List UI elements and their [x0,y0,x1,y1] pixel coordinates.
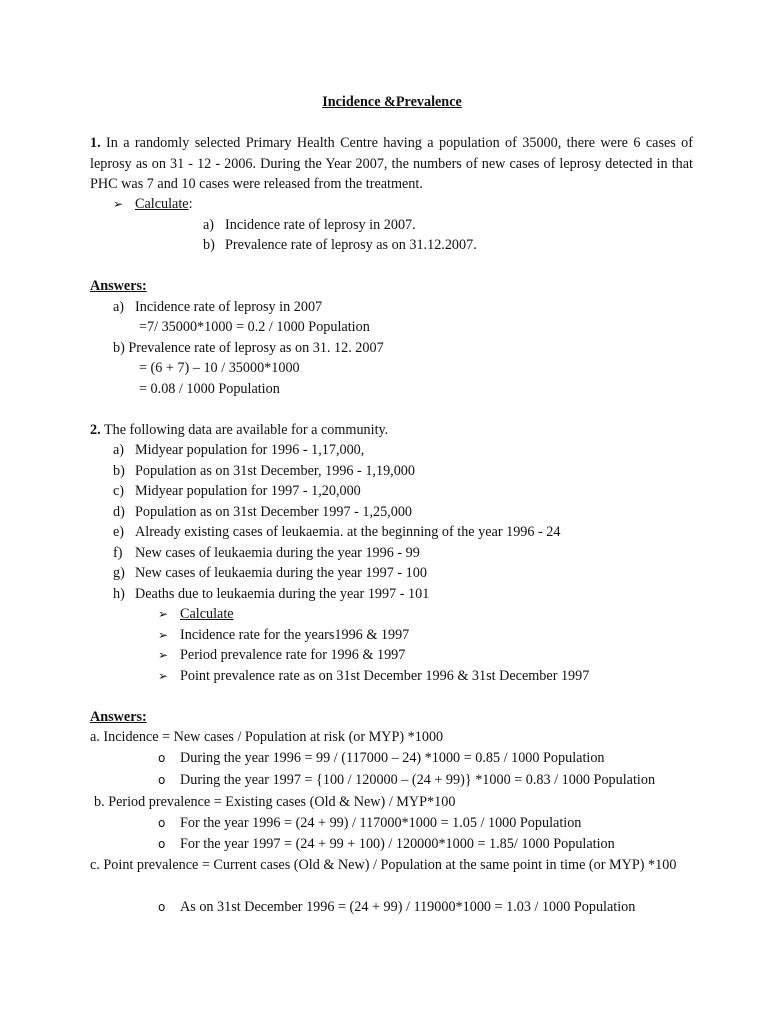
q2-item-label: f) [113,545,123,561]
q2-item [113,522,561,543]
q2-calc-item [158,645,405,666]
arrow-bullet-icon: ➢ [158,669,169,683]
q2-item-text: Midyear population for 1997 - 1,20,000 [135,483,361,499]
q2-item [113,563,427,584]
answers-2-heading: Answers: [90,709,147,725]
q2-item-text: New cases of leukaemia during the year 1997 - 100 [135,565,427,581]
circle-bullet-icon: o [158,751,166,765]
arrow-bullet-icon: ➢ [113,197,124,211]
answer-item-text: During the year 1996 = 99 / (117000 – 24) *1000 = 0.85 / 1000 Population [180,750,605,766]
circle-bullet-icon: o [158,837,166,851]
q2-item [113,481,361,502]
answers-1-heading: Answers: [90,278,147,294]
q1-item-label: b) [203,237,215,253]
q1-item-text: Incidence rate of leprosy in 2007. [225,217,416,233]
q2-calc-item-text: Point prevalence rate as on 31st December 1996 & 31st December 1997 [180,668,590,684]
q2-item-label: h) [113,586,125,602]
arrow-bullet-icon: ➢ [158,628,169,642]
answer-2a-item [158,748,605,769]
q1-item-text: Prevalence rate of leprosy as on 31.12.2007. [225,237,477,253]
circle-bullet-icon: o [158,816,166,830]
q2-calculate-line [158,604,234,625]
answer-1a [113,297,322,318]
q2-calc-item [158,625,409,646]
q2-item-text: Population as on 31st December 1997 - 1,25,000 [135,504,413,520]
arrow-bullet-icon: ➢ [158,607,169,621]
circle-bullet-icon: o [158,773,166,787]
answer-label: a) [113,299,125,315]
q2-item [113,584,429,605]
answer-2c-item [158,897,635,918]
q2-calc-item-text: Incidence rate for the years1996 & 1997 [180,627,410,643]
q2-item-label: g) [113,565,125,581]
answer-1b-calc-1: = (6 + 7) – 10 / 35000*1000 [139,360,300,376]
circle-bullet-icon: o [158,900,166,914]
answer-1b-calc-2: = 0.08 / 1000 Population [139,381,280,397]
q2-item-label: e) [113,524,125,540]
q1-calculate-colon: : [188,196,193,212]
q2-item [113,502,412,523]
answer-2b-item [158,834,615,855]
question-2-text: The following data are available for a community. [103,422,389,438]
question-2 [90,420,388,441]
answer-2b-item [158,813,581,834]
answer-2a-item [158,770,655,791]
answer-1b: b) Prevalence rate of leprosy as on 31. 12. 2007 [113,340,384,356]
answer-2c-line: c. Point prevalence = Current cases (Old & New) / Population at the same point in time (or MYP) *100 [90,857,677,873]
q2-item-label: b) [113,463,125,479]
answer-item-text: As on 31st December 1996 = (24 + 99) / 119000*1000 = 1.03 / 1000 Population [180,899,636,915]
answer-item-text: For the year 1997 = (24 + 99 + 100) / 120000*1000 = 1.85/ 1000 Population [180,836,615,852]
q2-calc-item-text: Period prevalence rate for 1996 & 1997 [180,647,406,663]
question-1 [90,133,693,195]
q2-calculate-label: Calculate [180,606,234,622]
q1-calculate-line [113,194,193,215]
answer-item-text: During the year 1997 = {100 / 120000 – (24 + 99)} *1000 = 0.83 / 1000 Population [180,772,656,788]
question-1-text: In a randomly selected Primary Health Centre having a population of 35000, there were 6 cases of leprosy as on 31 - 12 - 2006. During the Year 2007, the numbers of new cases of leprosy detected in that PHC was 7 and 10 cases were released from the treatment. [90,135,693,193]
question-2-number: 2. [90,422,101,438]
q2-item-text: Population as on 31st December, 1996 - 1,19,000 [135,463,415,479]
answer-2b-line: b. Period prevalence = Existing cases (Old & New) / MYP*100 [94,794,456,810]
q2-item-label: c) [113,483,125,499]
q1-item-label: a) [203,217,215,233]
answer-text: Incidence rate of leprosy in 2007 [135,299,323,315]
answer-2a-line: a. Incidence = New cases / Population at risk (or MYP) *1000 [90,729,444,745]
question-1-number: 1. [90,135,101,151]
q2-item [113,461,415,482]
q2-item-text: Deaths due to leukaemia during the year 1997 - 101 [135,586,430,602]
answer-1a-calc: =7/ 35000*1000 = 0.2 / 1000 Population [139,319,370,335]
q2-item-text: New cases of leukaemia during the year 1996 - 99 [135,545,420,561]
q2-item [113,440,364,461]
q1-item-b [203,235,477,256]
q2-item-label: a) [113,442,125,458]
q1-item-a [203,215,416,236]
q2-item-text: Midyear population for 1996 - 1,17,000, [135,442,365,458]
q2-item [113,543,420,564]
q2-calc-item [158,666,589,687]
arrow-bullet-icon: ➢ [158,648,169,662]
document-title: Incidence &Prevalence [322,94,462,110]
answer-item-text: For the year 1996 = (24 + 99) / 117000*1000 = 1.05 / 1000 Population [180,815,582,831]
q2-item-label: d) [113,504,125,520]
q1-calculate-label: Calculate [135,196,189,212]
q2-item-text: Already existing cases of leukaemia. at the beginning of the year 1996 - 24 [135,524,561,540]
